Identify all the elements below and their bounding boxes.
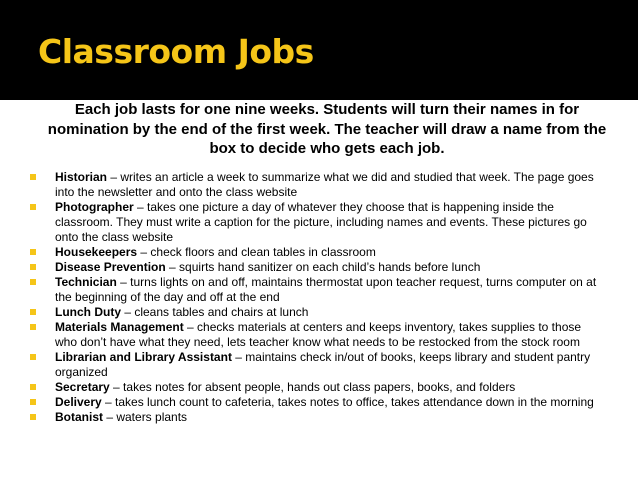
- job-name: Housekeepers: [55, 245, 138, 259]
- job-name: Technician: [55, 275, 117, 289]
- bullet-icon: [30, 309, 36, 315]
- job-description: – takes lunch count to cafeteria, takes notes to office, takes attendance down in the morning: [101, 395, 594, 409]
- bullet-icon: [30, 174, 36, 180]
- job-description: – squirts hand sanitizer on each child’s hands before lunch: [165, 260, 481, 274]
- bullet-icon: [30, 324, 36, 330]
- bullet-icon: [30, 399, 36, 405]
- list-item: [30, 275, 605, 305]
- job-name: Disease Prevention: [55, 260, 166, 274]
- list-item: [30, 305, 605, 320]
- bullet-icon: [30, 414, 36, 420]
- job-name: Materials Management: [55, 320, 184, 334]
- list-item: [30, 170, 605, 200]
- job-description: – turns lights on and off, maintains thermostat upon teacher request, turns computer on at the beginning of the day and off at the end: [55, 275, 597, 304]
- bullet-icon: [30, 354, 36, 360]
- list-item: [30, 320, 605, 350]
- list-item: [30, 380, 605, 395]
- bullet-icon: [30, 384, 36, 390]
- job-name: Botanist: [55, 410, 103, 424]
- list-item: [30, 200, 605, 245]
- jobs-list: [30, 170, 605, 425]
- list-item: [30, 245, 605, 260]
- job-description: – writes an article a week to summarize what we did and studied that week. The page goes into the newsletter and onto the class website: [55, 170, 594, 199]
- job-description: – takes one picture a day of whatever they choose that is happening inside the classroom. They must write a caption for the picture, including names and events. These pictures go onto the class website: [55, 200, 587, 244]
- job-name: Librarian and Library Assistant: [55, 350, 232, 364]
- list-item: [30, 395, 605, 410]
- job-description: – checks materials at centers and keeps inventory, takes supplies to those who don’t have what they need, lets teacher know what needs to be restocked from the stock room: [55, 320, 582, 349]
- list-item: [30, 410, 605, 425]
- job-name: Delivery: [55, 395, 102, 409]
- job-name: Lunch Duty: [55, 305, 121, 319]
- job-description: – cleans tables and chairs at lunch: [121, 305, 309, 319]
- bullet-icon: [30, 204, 36, 210]
- bullet-icon: [30, 249, 36, 255]
- slide-title: Classroom Jobs: [38, 32, 314, 71]
- intro-text: Each job lasts for one nine weeks. Students will turn their names in for nomination by the end of the first week. The teacher will draw a name from the box to decide who gets each job.: [47, 101, 607, 157]
- bullet-icon: [30, 279, 36, 285]
- job-name: Photographer: [55, 200, 134, 214]
- job-name: Secretary: [55, 380, 110, 394]
- job-description: – maintains check in/out of books, keeps library and student pantry organized: [55, 350, 591, 379]
- list-item: [30, 350, 605, 380]
- title-bar: [0, 0, 638, 100]
- job-description: – takes notes for absent people, hands out class papers, books, and folders: [109, 380, 516, 394]
- job-description: – check floors and clean tables in classroom: [137, 245, 376, 259]
- job-description: – waters plants: [103, 410, 188, 424]
- bullet-icon: [30, 264, 36, 270]
- job-name: Historian: [55, 170, 108, 184]
- list-item: [30, 260, 605, 275]
